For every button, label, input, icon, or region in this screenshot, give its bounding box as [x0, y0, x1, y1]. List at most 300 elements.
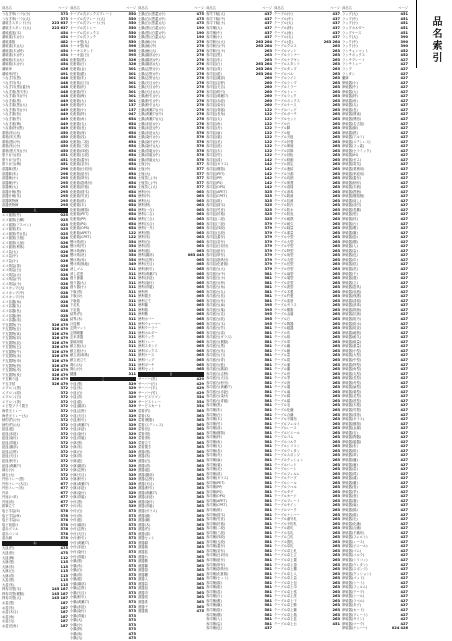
entry-page: 427	[400, 194, 408, 199]
entry-name: ケーキ型(角)	[70, 44, 90, 49]
entry-page: 427	[400, 185, 408, 190]
entry-page: 065	[196, 321, 204, 326]
entry-name: 卵焼器(ラベル)	[342, 598, 365, 603]
entry-name: テーブルセット	[274, 116, 297, 121]
entry-name: うなぎ重(朱)(小)	[2, 107, 27, 112]
entry-name: 小皿(赤絵)	[70, 427, 86, 432]
entry-page: 065	[196, 357, 204, 362]
entry-page: 311	[128, 326, 136, 331]
entry-page: 263	[332, 57, 340, 62]
entry-page: 063	[196, 226, 204, 231]
index-entry	[70, 372, 136, 377]
entry-page: 390	[400, 39, 408, 44]
entry-name: テーブル合繊	[274, 412, 294, 417]
entry-name: 寿司桶(黒)	[206, 403, 222, 408]
entry-page: 581	[264, 271, 272, 276]
entry-page: 577	[196, 162, 204, 167]
entry-page: 311	[128, 362, 136, 367]
entry-name: お盆(木目)	[2, 610, 18, 615]
entry-name: 小鍋(藍)	[70, 577, 83, 582]
entry-page: 263	[332, 207, 340, 212]
entry-name: 土鍋(飴)(小)	[138, 39, 157, 44]
entry-name: テーブル石	[274, 317, 291, 322]
entry-name: 化粧箱(OPS)	[70, 226, 90, 231]
entry-page: 454	[60, 30, 68, 35]
entry-page: 581	[264, 544, 272, 549]
entry-name: 塗り弁当(松)	[2, 153, 22, 158]
entry-name: エビ型フライ置き	[2, 404, 29, 409]
entry-name: 干支置物(酉)	[2, 363, 22, 368]
entry-name: 寿司皿(三段)	[206, 221, 226, 226]
entry-page: 263	[332, 76, 340, 81]
entry-name: 寿司皿(CPET)	[206, 194, 227, 199]
entry-page: 326	[128, 57, 136, 62]
entry-page: 427	[400, 403, 408, 408]
entry-name: テーブル卓上盆	[274, 617, 297, 622]
entry-page: 276	[196, 98, 204, 103]
entry-name: テーブルラベル	[274, 485, 297, 490]
entry-name: 寿司盛台(天目)	[206, 376, 229, 381]
entry-page: 326 479	[51, 381, 68, 386]
entry-page: 329	[128, 472, 136, 477]
entry-page: 122	[264, 116, 272, 121]
entry-page: 263	[332, 612, 340, 617]
entry-page: 115	[60, 578, 68, 583]
entry-name: 卵焼器(小型)	[342, 348, 362, 353]
entry-page: 142	[264, 171, 272, 176]
entry-name: うなぎ串(バラ)(小)	[2, 12, 31, 17]
entry-page: 137	[128, 103, 136, 108]
entry-name: 小皿(青)	[70, 395, 83, 400]
column-header-name: 商品名	[206, 6, 216, 10]
entry-page: 065	[196, 326, 204, 331]
entry-page: 065	[196, 276, 204, 281]
entry-page: 576	[196, 157, 204, 162]
entry-page: 581	[264, 598, 272, 603]
entry-page: 581	[264, 576, 272, 581]
entry-name: 徳利(粉引)	[138, 267, 154, 272]
entry-page: 451	[400, 12, 408, 17]
entry-name: 玄米茶器	[70, 335, 84, 340]
entry-page: 311	[128, 353, 136, 358]
entry-page: 295	[60, 194, 68, 199]
entry-page: 363	[196, 454, 204, 459]
entry-name: 小鍋(特)	[70, 627, 83, 632]
entry-name: 卵焼器(名古屋)	[342, 121, 365, 126]
entry-name: エコ割箸(白樺)	[2, 218, 25, 223]
entry-name: エコ紙袋(大)	[2, 272, 22, 277]
entry-page: 581	[264, 289, 272, 294]
entry-page: 437	[264, 26, 272, 31]
entry-name: 寿司桶(扇)	[206, 457, 222, 462]
entry-name: テーブル藤	[274, 348, 291, 353]
entry-page: 573	[128, 559, 136, 564]
entry-page: 263	[332, 221, 340, 226]
entry-name: お盆(角)	[2, 614, 15, 619]
entry-page: 295	[60, 185, 68, 190]
entry-name: テーブル卓上立	[274, 553, 297, 558]
entry-page: 063	[196, 212, 204, 217]
entry-page: 452	[400, 53, 408, 58]
entry-name: テーブル卓上籠	[274, 608, 297, 613]
entry-name: エプロン(白)	[2, 395, 22, 400]
entry-name: 化粧箱(小)	[70, 107, 86, 112]
entry-page: 263	[332, 53, 340, 58]
entry-page: 550	[128, 35, 136, 40]
index-column-1	[2, 6, 68, 636]
entry-page: 491	[60, 71, 68, 76]
entry-page: 311	[128, 289, 136, 294]
entry-page: 427	[400, 512, 408, 517]
entry-name: ランチプレート	[342, 57, 365, 62]
entry-name: 干支飾り皿	[2, 377, 19, 382]
entry-name: 小付(藍)	[70, 518, 83, 523]
entry-name: 化粧箱(帯付)	[70, 176, 90, 181]
entry-page: 373	[60, 16, 68, 21]
entry-page: 311	[128, 335, 136, 340]
entry-name: 塩ビ手袋(M)	[2, 513, 21, 518]
entry-page: 475	[128, 636, 136, 641]
entry-page: 475	[196, 12, 204, 17]
entry-page: 427	[400, 139, 408, 144]
entry-page: 326 479	[51, 368, 68, 373]
entry-page: 427	[400, 558, 408, 563]
entry-name: 卵焼器(紙)	[342, 448, 358, 453]
entry-page: 451	[400, 21, 408, 26]
entry-name: テーブル名札	[274, 530, 294, 535]
entry-page: 654	[128, 171, 136, 176]
entry-page: 573	[128, 599, 136, 604]
entry-name: 大盆(朱)	[2, 582, 15, 587]
entry-page: 263	[332, 235, 340, 240]
entry-page: 437	[332, 16, 340, 21]
entry-name: 塗り弁当(竹)	[2, 157, 22, 162]
entry-name: 寿司桶(敷)	[206, 598, 222, 603]
entry-page: 427	[400, 621, 408, 626]
entry-page: 427	[400, 217, 408, 221]
entry-name: テーブル丸型	[274, 257, 294, 262]
entry-page: 354	[196, 395, 204, 400]
entry-page: 295	[60, 176, 68, 181]
entry-name: 漆器鉢(朱)	[2, 171, 18, 176]
entry-name: 寿司桶(揃)	[206, 580, 222, 585]
entry-name: 寿司桶(五段)	[206, 539, 226, 544]
entry-page: 581	[264, 389, 272, 394]
entry-page: 311	[128, 285, 136, 290]
entry-page: 427	[400, 485, 408, 490]
entry-name: 漆器椀(小)	[2, 176, 18, 181]
entry-page: 427	[400, 530, 408, 535]
entry-name: 卵焼器(シール)	[342, 594, 365, 599]
entry-page: 581	[264, 285, 272, 290]
entry-name: 小付(青磁)	[70, 554, 86, 559]
entry-name: テーブル防汚	[274, 203, 294, 208]
entry-page: 329	[128, 459, 136, 464]
entry-page: 573	[128, 545, 136, 550]
entry-name: 寿司皿(竹皮)	[206, 207, 226, 212]
entry-page: 329	[128, 449, 136, 454]
entry-name: ケーキスタンド	[70, 48, 94, 53]
entry-page: 573	[128, 595, 136, 600]
entry-name: 小皿(黒)	[70, 381, 83, 386]
entry-name: 蒲焼重(木)(小)	[2, 35, 24, 40]
entry-name: 重箱(黒天朱)(小)	[2, 148, 27, 153]
entry-name: 寿司盛台(青)	[206, 357, 226, 362]
entry-name: 土鍋(黒)(白蓋)(大)	[138, 35, 166, 40]
entry-name: テーブル漆塗	[274, 298, 294, 303]
entry-page: 263 264	[255, 44, 272, 49]
entry-page: 263	[332, 544, 340, 549]
entry-name: 大鉢(白)	[2, 569, 15, 574]
entry-page: 190	[196, 35, 204, 40]
entry-name: テーブル木製	[274, 289, 294, 294]
entry-name: ランタン	[342, 71, 356, 76]
entry-page: 577	[196, 171, 204, 176]
entry-name: 下駄箱	[70, 298, 80, 303]
entry-name: 月桂樹	[70, 321, 80, 326]
entry-page: 329	[128, 499, 136, 504]
entry-name: 卵焼器(フィルム)	[342, 585, 368, 590]
entry-page: 329	[128, 495, 136, 500]
entry-page: 449	[60, 107, 68, 112]
entry-page: 263	[332, 185, 340, 190]
entry-name: エコ割箸(アスペン)	[2, 222, 31, 227]
entry-page: 427	[400, 280, 408, 285]
entry-name: テーブル折畳	[274, 139, 294, 144]
entry-name: 漆器汁椀(朱)	[2, 194, 22, 199]
entry-page: 276	[196, 66, 204, 71]
entry-name: 寿司桶(中)	[206, 30, 222, 35]
entry-name: 寿司皿(蓋付)	[206, 235, 226, 240]
entry-name: 寿司桶(包)	[206, 626, 222, 631]
entry-page: 363	[196, 513, 204, 518]
entry-name: サービスカート	[138, 404, 162, 409]
entry-page: 326 479	[51, 354, 68, 359]
entry-page: 301	[128, 85, 136, 90]
entry-name: 土鍋(飴)(大)	[138, 48, 157, 53]
entry-page: 187	[60, 610, 68, 615]
entry-page: 427	[400, 94, 408, 99]
entry-page: 363	[196, 436, 204, 441]
entry-name: 徳利(藍)	[138, 248, 151, 253]
entry-page: 263	[332, 317, 340, 322]
entry-name: テーブル磁器	[274, 326, 294, 331]
entry-name: 小鍋(粉引)	[70, 595, 86, 600]
entry-name: 寿司盛台(朱)	[206, 348, 226, 353]
entry-page: 326 479	[51, 340, 68, 345]
entry-page: 427	[400, 348, 408, 353]
entry-page: 263	[332, 262, 340, 267]
entry-page: 263	[332, 112, 340, 117]
entry-name: テーブルテープ	[274, 476, 297, 481]
entry-page: 363	[196, 586, 204, 591]
entry-page: 326 479	[51, 336, 68, 341]
entry-page: 437	[332, 30, 340, 35]
entry-page: 354	[128, 253, 136, 258]
entry-page: 450	[60, 135, 68, 140]
entry-page: 427	[400, 76, 408, 81]
entry-name: 卵焼器(蓋付)	[342, 176, 362, 181]
entry-name: テーブルマーク	[274, 508, 297, 512]
entry-page: 329	[128, 395, 136, 400]
entry-name: 土鍋(粉引)(中)	[138, 98, 160, 103]
entry-page: 395	[264, 312, 272, 317]
entry-name: 寿司下駄(大)	[206, 12, 226, 17]
entry-name: 円座(布)	[2, 499, 15, 504]
entry-page: 427	[400, 489, 408, 494]
entry-name: テーブルスポンジ	[274, 453, 300, 458]
entry-name: 卵焼器(ウレタン)	[342, 562, 368, 567]
entry-name: テーブル紙	[274, 335, 291, 340]
entry-page: 263	[332, 508, 340, 512]
entry-name: 遠赤グリル	[2, 527, 19, 532]
entry-name: 小鍋(天目)	[70, 590, 86, 595]
entry-name: 化粧箱(樹脂)	[70, 207, 90, 212]
entry-page: 372	[60, 449, 68, 454]
entry-page: 122	[264, 153, 272, 158]
entry-page: 581	[264, 280, 272, 285]
entry-name: サービスワゴン	[138, 395, 162, 400]
entry-name: お盆(長角)	[2, 623, 18, 628]
entry-page: 122	[264, 139, 272, 144]
entry-name: 卵焼器(大)	[342, 89, 358, 94]
entry-name: 寿司桶(紐付)	[206, 558, 226, 563]
entry-name: 小鍋(小)	[70, 622, 83, 627]
entry-name: 卵焼器(巾)	[342, 257, 358, 262]
entry-page: 263	[332, 80, 340, 85]
entry-name: 寿司皿(紐付)	[206, 248, 226, 253]
entry-page: 427	[400, 598, 408, 603]
entry-name: 寿司桶(OPS)	[206, 494, 226, 499]
entry-name: 小付(黒)	[70, 499, 83, 504]
entry-page: 379	[264, 230, 272, 235]
entry-page: 263	[332, 176, 340, 181]
entry-name: 酒器(黒)	[138, 449, 151, 454]
entry-name: テーブルシール	[274, 480, 297, 485]
entry-page: 363	[196, 559, 204, 564]
entry-name: 寿司皿(紙)	[206, 198, 222, 203]
entry-page: 145 187	[51, 596, 68, 601]
entry-name: 円卓	[2, 490, 9, 495]
entry-page: 363	[196, 481, 204, 486]
entry-name: 寿司皿(藍)	[206, 71, 222, 76]
entry-page: 427	[400, 267, 408, 272]
entry-page: 263	[332, 153, 340, 158]
entry-page: 372	[60, 427, 68, 432]
entry-name: エコ紙袋(小)	[2, 281, 22, 286]
entry-page: 263	[332, 103, 340, 108]
entry-page: 581	[264, 326, 272, 331]
entry-name: 酒器洗	[138, 599, 148, 604]
entry-page: 581	[264, 385, 272, 390]
entry-page: 263	[332, 503, 340, 508]
entry-page: 263	[332, 157, 340, 162]
entry-name: 酒器(粉引)	[138, 486, 154, 491]
entry-name: 寿司盛台(竹)	[206, 326, 226, 331]
entry-name: テーブル台	[274, 121, 291, 126]
entry-name: 菜箸立て	[138, 440, 152, 445]
section-bar: お	[2, 541, 68, 546]
entry-page: 363	[196, 572, 204, 577]
entry-page: 573	[128, 622, 136, 627]
entry-page: 573	[128, 577, 136, 582]
entry-page: 379	[264, 239, 272, 244]
entry-name: 化粧箱(竹)	[70, 89, 86, 94]
entry-page: 654	[128, 194, 136, 199]
entry-name: 寿司桶(掛紙付)	[206, 567, 229, 572]
entry-name: 漆器煮物椀	[2, 203, 19, 208]
entry-name: 卵焼器(角)	[342, 98, 358, 103]
entry-page: 263	[332, 116, 340, 121]
entry-page: 427	[400, 439, 408, 444]
entry-page: 475	[196, 16, 204, 21]
entry-page: 363	[196, 590, 204, 595]
entry-name: 小鉢(朱)	[70, 445, 83, 450]
entry-name: 徳利籠	[138, 303, 148, 308]
entry-name: テーブル(中)	[274, 16, 293, 21]
entry-page: 263	[332, 171, 340, 176]
entry-name: 寿司皿(黄瀬戸)	[206, 94, 229, 99]
entry-page: 427	[400, 153, 408, 158]
entry-page: 581	[264, 348, 272, 353]
entry-page: 329	[128, 486, 136, 491]
entry-page: 263	[332, 66, 340, 71]
entry-page: 311	[128, 330, 136, 335]
entry-name: 蒲焼重箱	[2, 39, 16, 44]
entry-page: 065	[196, 307, 204, 312]
entry-name: テーブルレース	[274, 426, 297, 431]
entry-page: 390	[400, 44, 408, 49]
entry-name: 酒器(木)	[138, 522, 151, 527]
entry-page: 363	[196, 477, 204, 482]
entry-name: 寿司桶(仕切付)	[206, 553, 229, 558]
entry-name: ラック(小)	[342, 44, 358, 49]
entry-page: 326 479	[51, 349, 68, 354]
entry-page: 260	[264, 80, 272, 85]
entry-name: 酒器箱	[138, 545, 148, 550]
entry-page: 363	[196, 490, 204, 495]
entry-name: 徳利(白)	[138, 239, 151, 244]
entry-page: 301	[128, 89, 136, 94]
entry-page: 576	[196, 153, 204, 158]
entry-name: 寿司盛台(波)	[206, 317, 226, 322]
entry-page: 427	[400, 539, 408, 544]
entry-name: 小鉢(白)	[70, 449, 83, 454]
entry-name: テーブル卓上洗	[274, 594, 297, 599]
entry-name: テーブル麻	[274, 389, 291, 394]
entry-name: 卵焼器(藁)	[342, 498, 358, 503]
entry-page: 276	[196, 57, 204, 62]
column-header-page: ページ	[58, 6, 68, 10]
entry-name: 化粧箱(長)	[70, 126, 86, 131]
entry-name: ケーブル式トレー	[70, 26, 97, 31]
entry-name: 寿司桶(木)	[206, 417, 222, 422]
entry-name: 土鍋(織部)(中)	[138, 57, 160, 62]
entry-name: 柄杓(竹)(小)	[2, 418, 21, 423]
entry-name: 寿司桶(PS)	[206, 489, 223, 494]
entry-page: 427	[400, 239, 408, 244]
entry-page: 427	[400, 426, 408, 431]
entry-name: 寿司盛台(長)	[206, 294, 226, 299]
entry-page: 427	[400, 380, 408, 385]
entry-page: 263	[332, 248, 340, 253]
entry-name: 鍵盤	[70, 371, 77, 376]
entry-page: 427	[400, 553, 408, 558]
entry-page: 595	[128, 53, 136, 58]
entry-name: テーブル金属	[274, 312, 294, 317]
entry-page: 187	[60, 614, 68, 619]
entry-name: 小皿(染付)	[70, 431, 86, 436]
